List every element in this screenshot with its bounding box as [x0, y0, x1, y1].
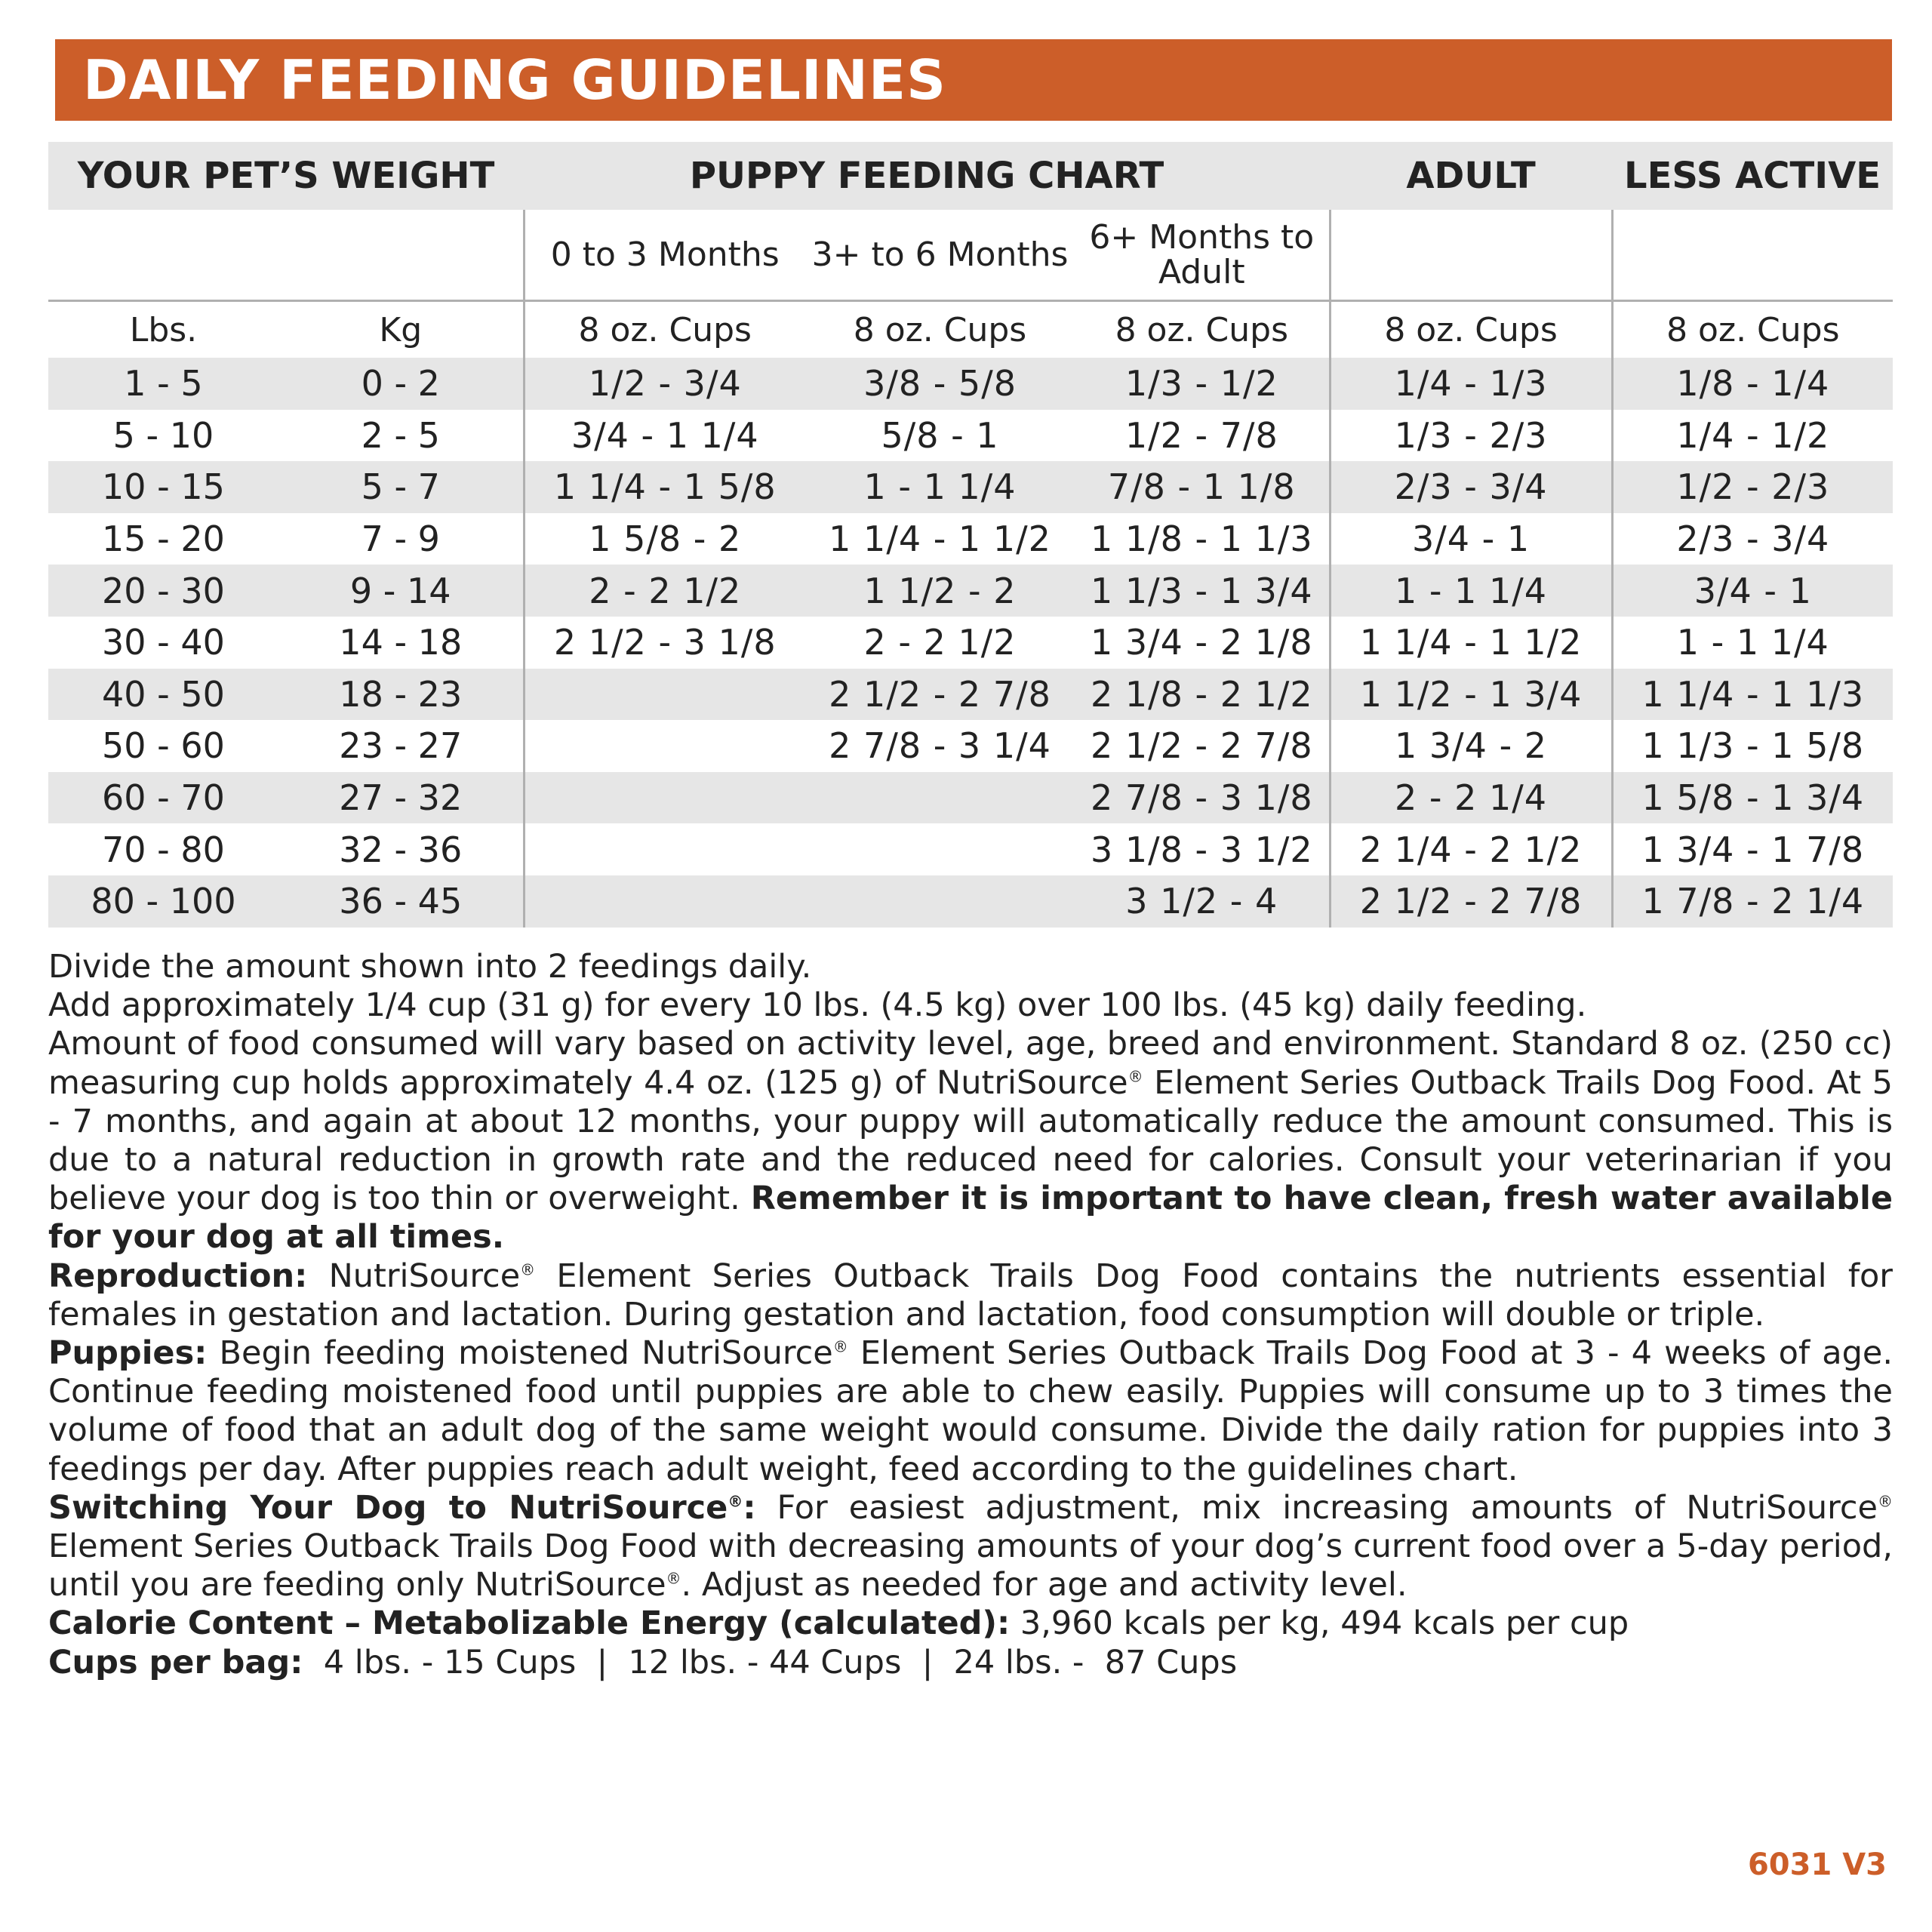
- adult-cell: 2 - 2 1/4: [1330, 772, 1612, 824]
- kg-cell: 27 - 32: [278, 772, 524, 824]
- cups-per-bag-label: Cups per bag:: [48, 1643, 303, 1681]
- age-header-0-3: 0 to 3 Months: [524, 210, 805, 301]
- add-note: Add approximately 1/4 cup (31 g) for every 10 lbs. (4.5 kg) over 100 lbs. (45 kg) daily feeding.: [48, 986, 1587, 1025]
- blank-header-cell: [278, 210, 524, 301]
- puppy-3-6-cell: 2 1/2 - 2 7/8: [805, 669, 1075, 721]
- puppy-3-6-cell: 2 - 2 1/2: [863, 622, 1017, 663]
- age-header-3-6: 3+ to 6 Months: [811, 235, 1069, 274]
- puppy-0-3-cell: 3/4 - 1 1/4: [524, 410, 805, 462]
- kg-cell: 5 - 7: [278, 461, 524, 513]
- table-row: [48, 875, 1893, 928]
- puppies-paragraph: Puppies: Begin feeding moistened NutriSource® Element Series Outback Trails Dog Food at 3 - 4 weeks of age. Continue feeding moistened food until puppies are able to chew easily. Puppies will consume up to 3 times the volume of food that an adult dog of the same weight would consume. Divide the daily ration for puppies into 3 feedings per day. After puppies reach adult weight, feed according to the guidelines chart.: [48, 1334, 1894, 1488]
- table-row: [48, 772, 1893, 824]
- adult-cell: 3/4 - 1: [1330, 513, 1612, 565]
- less-active-cell: 1 5/8 - 1 3/4: [1612, 772, 1893, 824]
- registered-mark: ®: [728, 1492, 743, 1511]
- kg-cell: 2 - 5: [361, 414, 440, 456]
- divide-note: Divide the amount shown into 2 feedings daily.: [48, 948, 812, 986]
- guidelines-text: [48, 948, 1893, 1682]
- puppy-0-3-cell: [524, 669, 805, 721]
- cups-header: 8 oz. Cups: [1612, 301, 1893, 358]
- table-row: [48, 358, 1893, 410]
- product-code: 6031 V3: [1747, 1847, 1887, 1882]
- calorie-label: Calorie Content – Metabolizable Energy (calculated):: [48, 1604, 1011, 1643]
- puppy-3-6-cell: 1 1/2 - 2: [805, 565, 1075, 617]
- less-active-cell: 3/4 - 1: [1612, 565, 1893, 617]
- calorie-line: Calorie Content – Metabolizable Energy (calculated): 3,960 kcals per kg, 494 kcals per cup: [48, 1604, 1629, 1643]
- puppies-label: Puppies:: [48, 1334, 208, 1373]
- blank-header-cell: [1612, 210, 1893, 301]
- lbs-cell: 30 - 40: [102, 622, 225, 663]
- unit-header-row: [48, 301, 1893, 358]
- kg-cell: 32 - 36: [339, 829, 463, 870]
- adult-cell: 1 3/4 - 2: [1330, 720, 1612, 772]
- less-active-cell: 1/4 - 1/2: [1612, 410, 1893, 462]
- adult-cell: 1 - 1 1/4: [1330, 565, 1612, 617]
- adult-cell: 2 1/2 - 2 7/8: [1330, 875, 1612, 928]
- registered-mark: ®: [1877, 1492, 1893, 1511]
- puppy-0-3-cell: [524, 875, 805, 928]
- cups-header: 8 oz. Cups: [1330, 301, 1612, 358]
- amount-paragraph: Amount of food consumed will vary based on activity level, age, breed and environment. Standard 8 oz. (250 cc) measuring cup holds approximately 4.4 oz. (125 g) of NutriSource® Element Series Outback Trails Dog Food. At 5 - 7 months, and again at about 12 months, your puppy will automatically reduce the amount consumed. This is due to a natural reduction in growth rate and the reduced need for calories. Consult your veterinarian if you believe your dog is too thin or overweight. Remember it is important to have clean, fresh water available for your dog at all times.: [48, 1025, 1893, 1257]
- registered-mark: ®: [520, 1260, 536, 1279]
- puppy-3-6-cell: [805, 823, 1075, 875]
- table-row: [48, 823, 1893, 875]
- switching-paragraph: Switching Your Dog to NutriSource®: For easiest adjustment, mix increasing amounts of NutriSource® Element Series Outback Trails Dog Food with decreasing amounts of your dog’s current food over a 5-day period, until you are feeding only NutriSource®. Adjust as needed for age and activity level.: [48, 1488, 1893, 1604]
- adult-cell: 1 1/2 - 1 3/4: [1330, 669, 1612, 721]
- puppy-group-header: PUPPY FEEDING CHART: [524, 142, 1330, 210]
- lbs-cell: 70 - 80: [102, 829, 225, 870]
- reproduction-paragraph: Reproduction: NutriSource® Element Series Outback Trails Dog Food contains the nutrients essential for females in gestation and lactation. During gestation and lactation, food consumption will double or triple.: [48, 1257, 1893, 1334]
- less-active-cell: 1/2 - 2/3: [1612, 461, 1893, 513]
- adult-cell: 2 1/4 - 2 1/2: [1330, 823, 1612, 875]
- table-row: [48, 669, 1893, 721]
- less-active-cell: 1 1/3 - 1 5/8: [1612, 720, 1893, 772]
- table-row: [48, 565, 1893, 617]
- lbs-cell: 50 - 60: [102, 725, 225, 767]
- cups-per-bag-line: Cups per bag: 4 lbs. - 15 Cups | 12 lbs. - 44 Cups | 24 lbs. - 87 Cups: [48, 1643, 1238, 1681]
- title-banner: [55, 39, 1892, 121]
- puppy-6-adult-cell: 1 3/4 - 2 1/8: [1090, 622, 1313, 663]
- registered-mark: ®: [1128, 1067, 1143, 1086]
- puppy-6-adult-cell: 1 1/3 - 1 3/4: [1075, 565, 1330, 617]
- lbs-cell: 1 - 5: [48, 358, 278, 410]
- lbs-cell: 40 - 50: [48, 669, 278, 721]
- puppy-6-adult-cell: 2 1/2 - 2 7/8: [1090, 725, 1313, 767]
- table-row: [48, 720, 1893, 772]
- less-active-cell: 1/8 - 1/4: [1612, 358, 1893, 410]
- feeding-table: [48, 142, 1893, 928]
- lbs-cell: 15 - 20: [102, 518, 225, 560]
- puppy-3-6-cell: 5/8 - 1: [881, 414, 999, 456]
- puppy-6-adult-cell: 1 1/8 - 1 1/3: [1090, 518, 1313, 560]
- puppy-0-3-cell: [524, 720, 805, 772]
- adult-group-header: ADULT: [1330, 142, 1612, 210]
- lbs-cell: 5 - 10: [112, 414, 214, 456]
- adult-cell: 1/4 - 1/3: [1330, 358, 1612, 410]
- page-title: DAILY FEEDING GUIDELINES: [83, 48, 946, 112]
- weight-group-header: YOUR PET’S WEIGHT: [48, 142, 524, 210]
- age-header-6-adult: 6+ Months to Adult: [1089, 217, 1315, 291]
- less-active-cell: 1 3/4 - 1 7/8: [1612, 823, 1893, 875]
- puppy-3-6-cell: [805, 875, 1075, 928]
- puppy-0-3-cell: 1/2 - 3/4: [524, 358, 805, 410]
- water-reminder: Remember it is important to have clean, fresh water available for your dog at all times.: [48, 1180, 1893, 1257]
- kg-header: Kg: [278, 301, 524, 358]
- puppy-0-3-cell: 2 1/2 - 3 1/8: [524, 617, 805, 669]
- kg-cell: 0 - 2: [278, 358, 524, 410]
- table-row: [48, 513, 1893, 565]
- less-active-cell: 1 7/8 - 2 1/4: [1612, 875, 1893, 928]
- table-row: [48, 410, 1893, 462]
- lbs-cell: 80 - 100: [48, 875, 278, 928]
- puppy-3-6-cell: [805, 772, 1075, 824]
- puppy-3-6-cell: 2 7/8 - 3 1/4: [829, 725, 1051, 767]
- cups-header: 8 oz. Cups: [805, 301, 1075, 358]
- group-header-row: [48, 142, 1893, 210]
- kg-cell: 7 - 9: [361, 518, 440, 560]
- kg-cell: 14 - 18: [339, 622, 463, 663]
- lbs-cell: 10 - 15: [48, 461, 278, 513]
- puppy-6-adult-cell: 1/2 - 7/8: [1124, 414, 1278, 456]
- registered-mark: ®: [832, 1337, 848, 1356]
- kg-cell: 23 - 27: [339, 725, 463, 767]
- puppy-6-adult-cell: 2 7/8 - 3 1/8: [1075, 772, 1330, 824]
- puppy-0-3-cell: 1 1/4 - 1 5/8: [524, 461, 805, 513]
- lbs-header: Lbs.: [48, 301, 278, 358]
- puppy-0-3-cell: 2 - 2 1/2: [524, 565, 805, 617]
- switching-label: Switching Your Dog to NutriSource®:: [48, 1488, 756, 1527]
- puppy-6-adult-cell: 3 1/2 - 4: [1075, 875, 1330, 928]
- puppy-3-6-cell: 1 1/4 - 1 1/2: [829, 518, 1051, 560]
- less-active-cell: 1 1/4 - 1 1/3: [1612, 669, 1893, 721]
- blank-header-cell: [48, 210, 278, 301]
- puppy-3-6-cell: 1 - 1 1/4: [805, 461, 1075, 513]
- puppy-6-adult-cell: 2 1/8 - 2 1/2: [1075, 669, 1330, 721]
- kg-cell: 36 - 45: [278, 875, 524, 928]
- less-active-cell: 2/3 - 3/4: [1612, 513, 1893, 565]
- puppy-6-adult-cell: 7/8 - 1 1/8: [1075, 461, 1330, 513]
- puppy-3-6-cell: 3/8 - 5/8: [805, 358, 1075, 410]
- adult-cell: 1 1/4 - 1 1/2: [1330, 617, 1612, 669]
- puppy-6-adult-cell: 1/3 - 1/2: [1075, 358, 1330, 410]
- cups-header: 8 oz. Cups: [1075, 301, 1330, 358]
- cups-header: 8 oz. Cups: [524, 301, 805, 358]
- table-row: [48, 617, 1893, 669]
- less-active-group-header: LESS ACTIVE: [1612, 142, 1893, 210]
- kg-cell: 9 - 14: [278, 565, 524, 617]
- puppy-0-3-cell: [524, 772, 805, 824]
- kg-cell: 18 - 23: [278, 669, 524, 721]
- reproduction-label: Reproduction:: [48, 1257, 308, 1295]
- adult-cell: 1/3 - 2/3: [1330, 410, 1612, 462]
- adult-cell: 2/3 - 3/4: [1330, 461, 1612, 513]
- registered-mark: ®: [666, 1569, 681, 1588]
- lbs-cell: 20 - 30: [48, 565, 278, 617]
- table-row: [48, 461, 1893, 513]
- puppy-0-3-cell: 1 5/8 - 2: [524, 513, 805, 565]
- puppy-0-3-cell: [524, 823, 805, 875]
- less-active-cell: 1 - 1 1/4: [1612, 617, 1893, 669]
- puppy-6-adult-cell: 3 1/8 - 3 1/2: [1090, 829, 1313, 870]
- lbs-cell: 60 - 70: [48, 772, 278, 824]
- blank-header-cell: [1330, 210, 1612, 301]
- age-header-row: [48, 210, 1893, 301]
